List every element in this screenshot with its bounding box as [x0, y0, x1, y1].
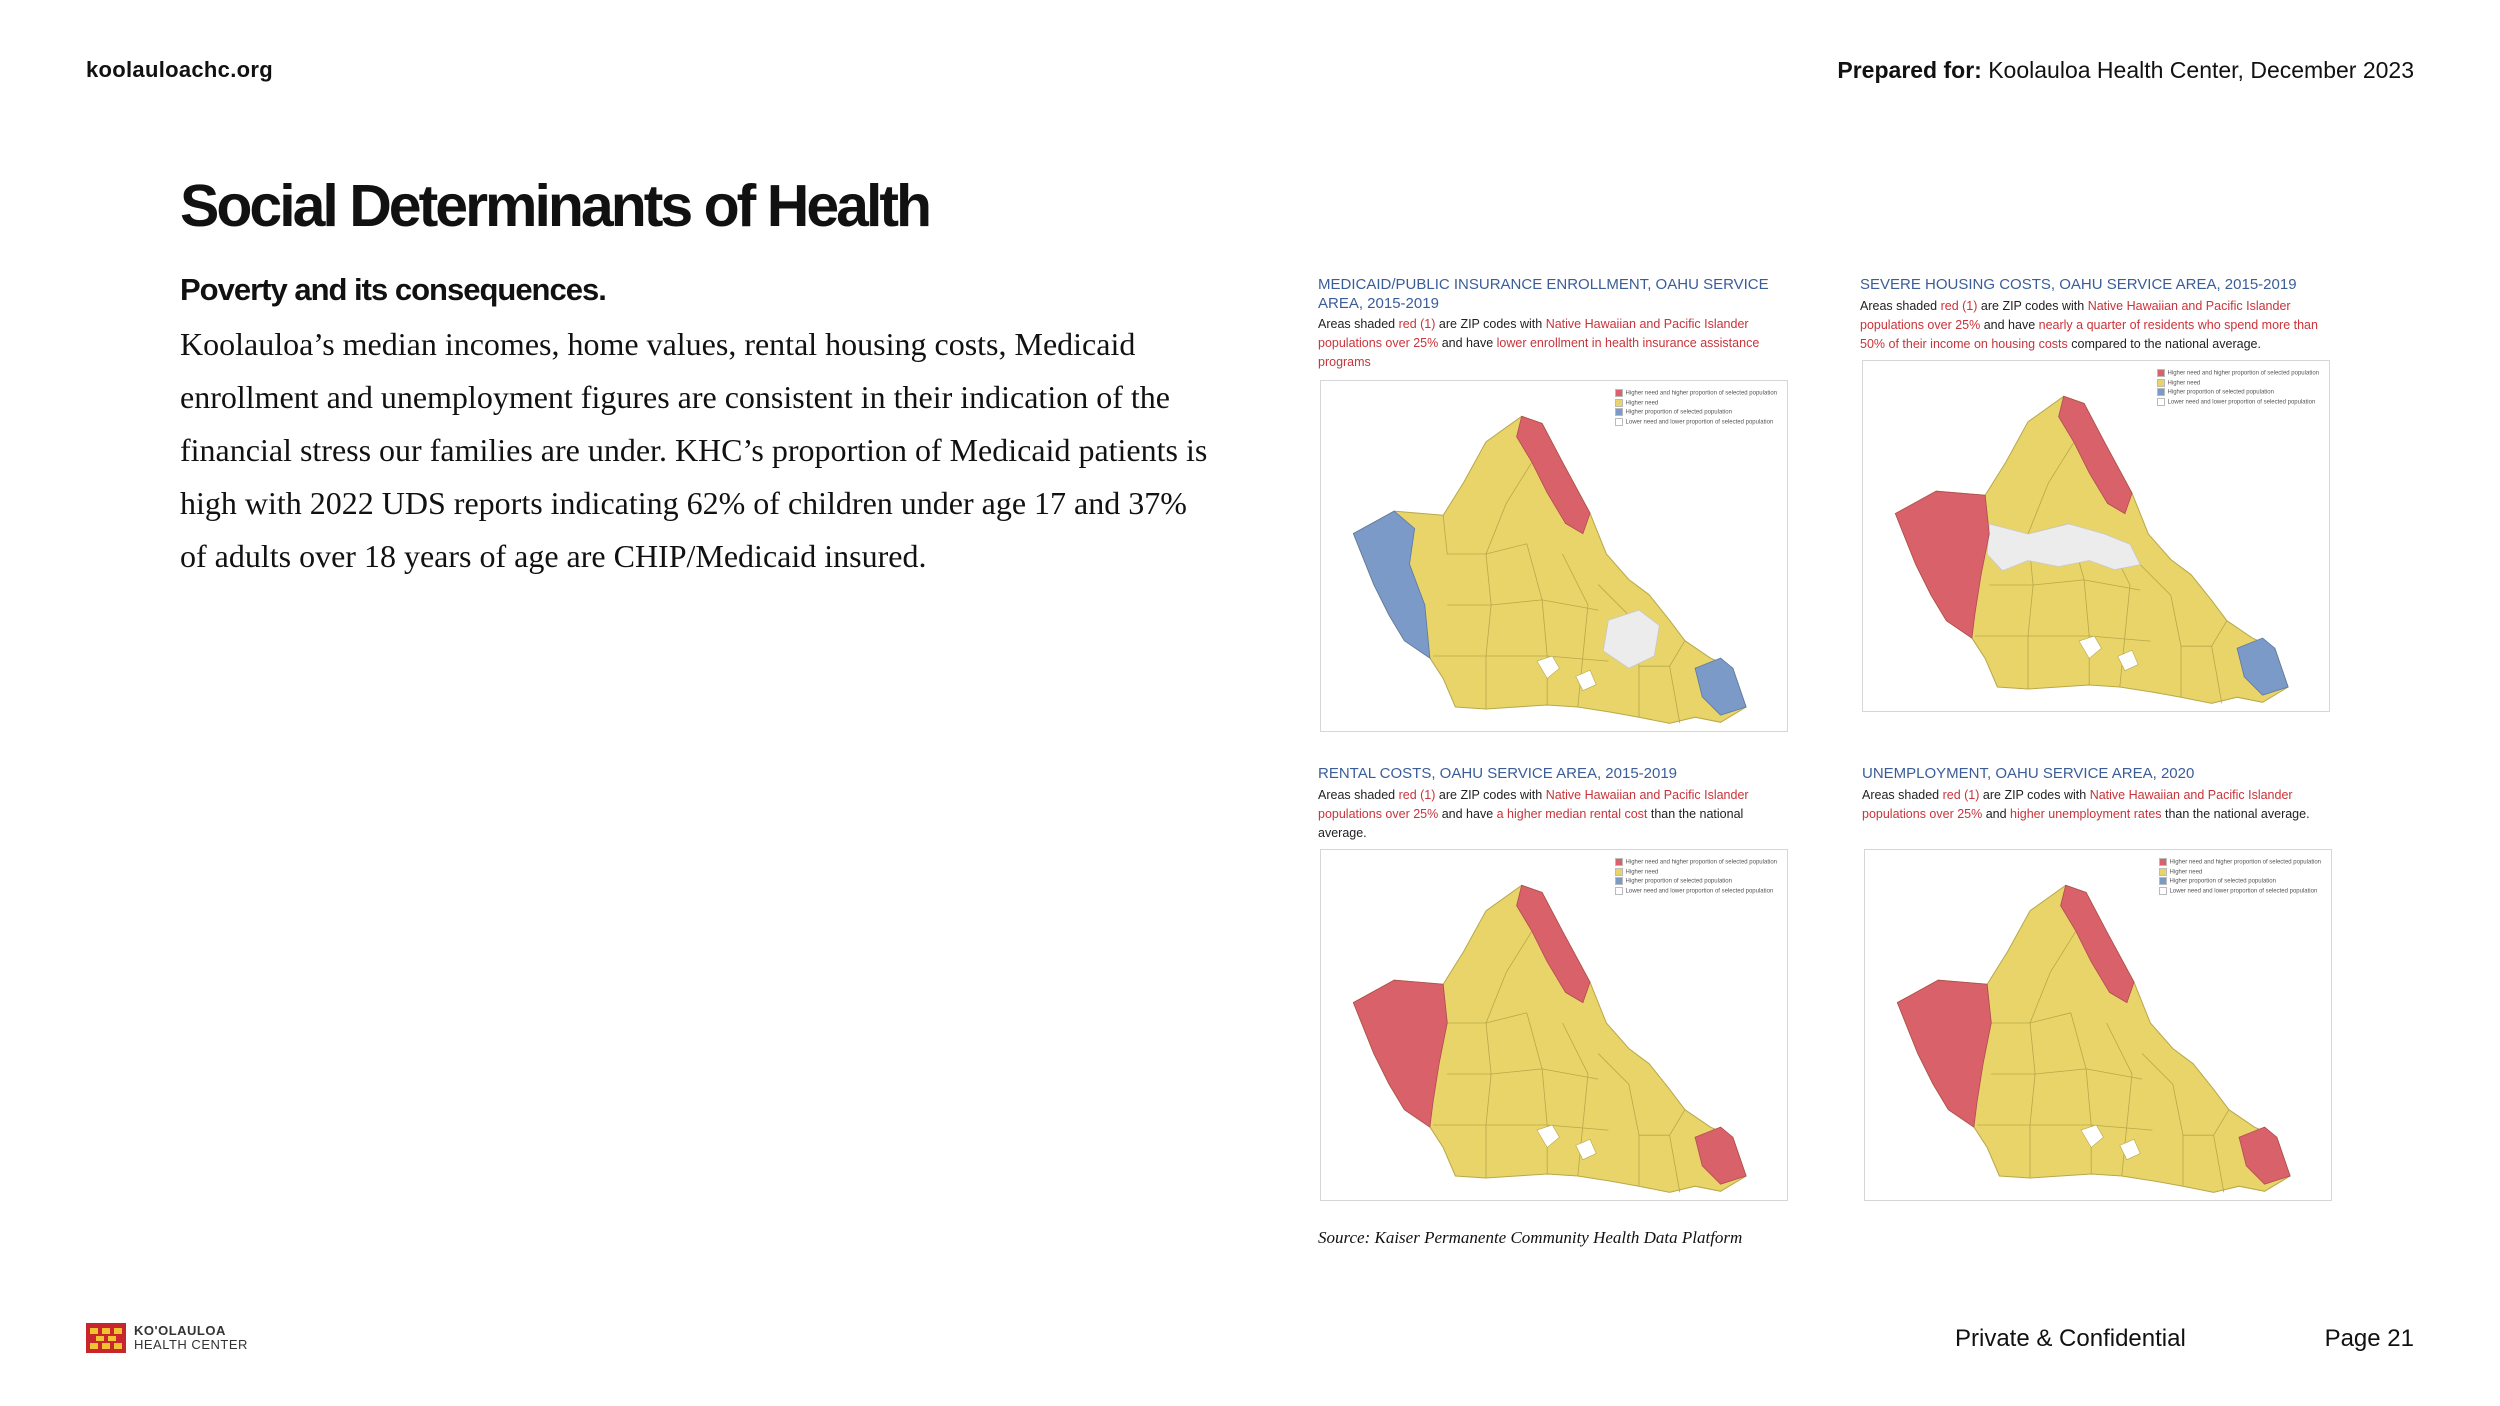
desc-d: than the national average.: [1318, 807, 1744, 840]
page-title: Social Determinants of Health: [180, 173, 930, 239]
map-legend: [1615, 858, 1777, 896]
legend-swatch: [1615, 868, 1623, 876]
desc-metric: lower enrollment in health insurance assistance programs: [1318, 336, 1760, 369]
legend-label: Higher need: [1625, 400, 1659, 407]
legend-item: [1615, 389, 1777, 399]
body-paragraph: Koolauloa’s median incomes, home values, rental housing costs, Medicaid enrollment and unemployment figures are consistent in their indication of the financial stress our families are under. KHC’s proportion of Medicaid patients is high with 2022 UDS reports indicating 62% of children under age 17 and 37% of adults over 18 years of age are CHIP/Medicaid insured.: [180, 326, 1208, 574]
logo-text: [134, 1324, 248, 1352]
map-group: [1353, 885, 1746, 1192]
legend-item: [2157, 369, 2319, 379]
map-group: [1897, 885, 2290, 1192]
map-title: RENTAL COSTS, OAHU SERVICE AREA, 2015-2019: [1318, 765, 1678, 782]
legend-label: Higher need and higher proportion of selected population: [1625, 390, 1777, 397]
legend-swatch: [2159, 858, 2167, 866]
legend-item: [2159, 868, 2321, 878]
map-description: [1318, 786, 1788, 843]
oahu-map-medicaid: [1321, 381, 1787, 731]
desc-metric: a higher median rental cost: [1496, 807, 1648, 821]
desc-b: are ZIP codes with: [1977, 299, 2088, 313]
legend-label: Higher need: [2169, 869, 2203, 876]
desc-c: and: [1982, 807, 2011, 821]
desc-a: Areas shaded: [1862, 788, 1943, 802]
map-description: [1860, 297, 2330, 354]
legend-item: [1615, 858, 1777, 868]
desc-b: are ZIP codes with: [1435, 317, 1546, 331]
desc-red: red (1): [1942, 788, 1980, 802]
legend-label: Higher need and higher proportion of selected population: [2169, 859, 2321, 866]
legend-label: Higher need: [1625, 869, 1659, 876]
map-description: [1862, 786, 2332, 824]
prepared-for: [1837, 57, 2414, 84]
source-citation: Source: Kaiser Permanente Community Health Data Platform: [1318, 1228, 1743, 1247]
legend-swatch: [2159, 887, 2167, 895]
legend-swatch: [2157, 388, 2165, 396]
oahu-map-rental: [1321, 850, 1787, 1200]
legend-item: [2157, 388, 2319, 398]
legend-swatch: [2157, 379, 2165, 387]
map-panel-unemployment: [1862, 764, 2344, 1234]
legend-item: [1615, 408, 1777, 418]
legend-item: [1615, 399, 1777, 409]
legend-swatch: [1615, 389, 1623, 397]
map-panel-medicaid: [1318, 275, 1800, 745]
desc-b: are ZIP codes with: [1435, 788, 1546, 802]
desc-red: red (1): [1940, 299, 1978, 313]
map-legend: [1615, 389, 1777, 427]
map-frame: [1320, 849, 1788, 1201]
logo-line-1: KO'OLAULOA: [134, 1323, 226, 1338]
legend-label: Higher proportion of selected population: [1625, 409, 1732, 416]
desc-red: red (1): [1398, 788, 1436, 802]
desc-c: and have: [1980, 318, 2039, 332]
legend-swatch: [2157, 369, 2165, 377]
legend-swatch: [1615, 877, 1623, 885]
prepared-label: Prepared for:: [1837, 57, 1982, 83]
desc-a: Areas shaded: [1860, 299, 1941, 313]
legend-swatch: [1615, 858, 1623, 866]
legend-label: Lower need and lower proportion of selected population: [1625, 888, 1774, 895]
map-description: [1318, 315, 1788, 372]
legend-item: [2159, 858, 2321, 868]
logo-line-2: HEALTH CENTER: [134, 1337, 248, 1352]
map-legend: [2157, 369, 2319, 407]
legend-swatch: [1615, 399, 1623, 407]
legend-label: Higher need and higher proportion of selected population: [1625, 859, 1777, 866]
legend-item: [2159, 887, 2321, 897]
desc-pop: Native Hawaiian and Pacific Islander populations over 25%: [1318, 788, 1749, 821]
legend-label: Higher proportion of selected population: [2169, 878, 2276, 885]
oahu-map-unemployment: [1865, 850, 2331, 1200]
desc-b: are ZIP codes with: [1979, 788, 2090, 802]
legend-item: [2157, 398, 2319, 408]
map-frame: [1862, 360, 2330, 712]
desc-pop: Native Hawaiian and Pacific Islander populations over 25%: [1318, 317, 1749, 350]
legend-label: Lower need and lower proportion of selected population: [2169, 888, 2318, 895]
map-title: MEDICAID/PUBLIC INSURANCE ENROLLMENT, OAHU SERVICE AREA, 2015-2019: [1318, 276, 1769, 312]
prepared-value: Koolauloa Health Center, December 2023: [1988, 57, 2414, 83]
map-title: SEVERE HOUSING COSTS, OAHU SERVICE AREA, 2015-2019: [1860, 276, 2297, 293]
logo-mark-icon: [86, 1323, 126, 1353]
map-frame: [1864, 849, 2332, 1201]
legend-swatch: [2159, 868, 2167, 876]
oahu-map-housing: [1863, 361, 2329, 711]
desc-pop: Native Hawaiian and Pacific Islander populations over 25%: [1860, 299, 2291, 332]
confidential-label: Private & Confidential: [1955, 1325, 2186, 1352]
map-legend: [2159, 858, 2321, 896]
legend-item: [1615, 877, 1777, 887]
org-logo: [86, 1323, 248, 1353]
map-title: UNEMPLOYMENT, OAHU SERVICE AREA, 2020: [1862, 765, 2195, 782]
desc-d: than the national average.: [2161, 807, 2310, 821]
page-number: Page 21: [2324, 1325, 2414, 1352]
map-panel-rental: [1318, 764, 1800, 1234]
legend-label: Higher proportion of selected population: [2167, 389, 2274, 396]
desc-d: compared to the national average.: [2067, 337, 2261, 351]
legend-label: Higher proportion of selected population: [1625, 878, 1732, 885]
legend-swatch: [2157, 398, 2165, 406]
legend-swatch: [1615, 408, 1623, 416]
legend-swatch: [1615, 887, 1623, 895]
legend-label: Higher need and higher proportion of selected population: [2167, 370, 2319, 377]
legend-swatch: [1615, 418, 1623, 426]
map-group: [1353, 416, 1746, 723]
section-subheading: Poverty and its consequences.: [180, 272, 606, 307]
map-group: [1895, 396, 2288, 703]
desc-a: Areas shaded: [1318, 317, 1399, 331]
desc-metric: nearly a quarter of residents who spend more than 50% of their income on housing costs: [1860, 318, 2318, 351]
site-url[interactable]: koolauloachc.org: [86, 57, 273, 82]
desc-pop: Native Hawaiian and Pacific Islander populations over 25%: [1862, 788, 2293, 821]
map-panel-housing: [1860, 275, 2342, 745]
desc-metric: higher unemployment rates: [2010, 807, 2162, 821]
desc-red: red (1): [1398, 317, 1436, 331]
map-frame: [1320, 380, 1788, 732]
desc-c: and have: [1438, 336, 1497, 350]
legend-label: Lower need and lower proportion of selected population: [2167, 399, 2316, 406]
legend-item: [2157, 379, 2319, 389]
legend-item: [1615, 418, 1777, 428]
desc-a: Areas shaded: [1318, 788, 1399, 802]
desc-c: and have: [1438, 807, 1497, 821]
legend-item: [2159, 877, 2321, 887]
legend-item: [1615, 868, 1777, 878]
legend-label: Lower need and lower proportion of selected population: [1625, 419, 1774, 426]
legend-swatch: [2159, 877, 2167, 885]
legend-item: [1615, 887, 1777, 897]
legend-label: Higher need: [2167, 380, 2201, 387]
